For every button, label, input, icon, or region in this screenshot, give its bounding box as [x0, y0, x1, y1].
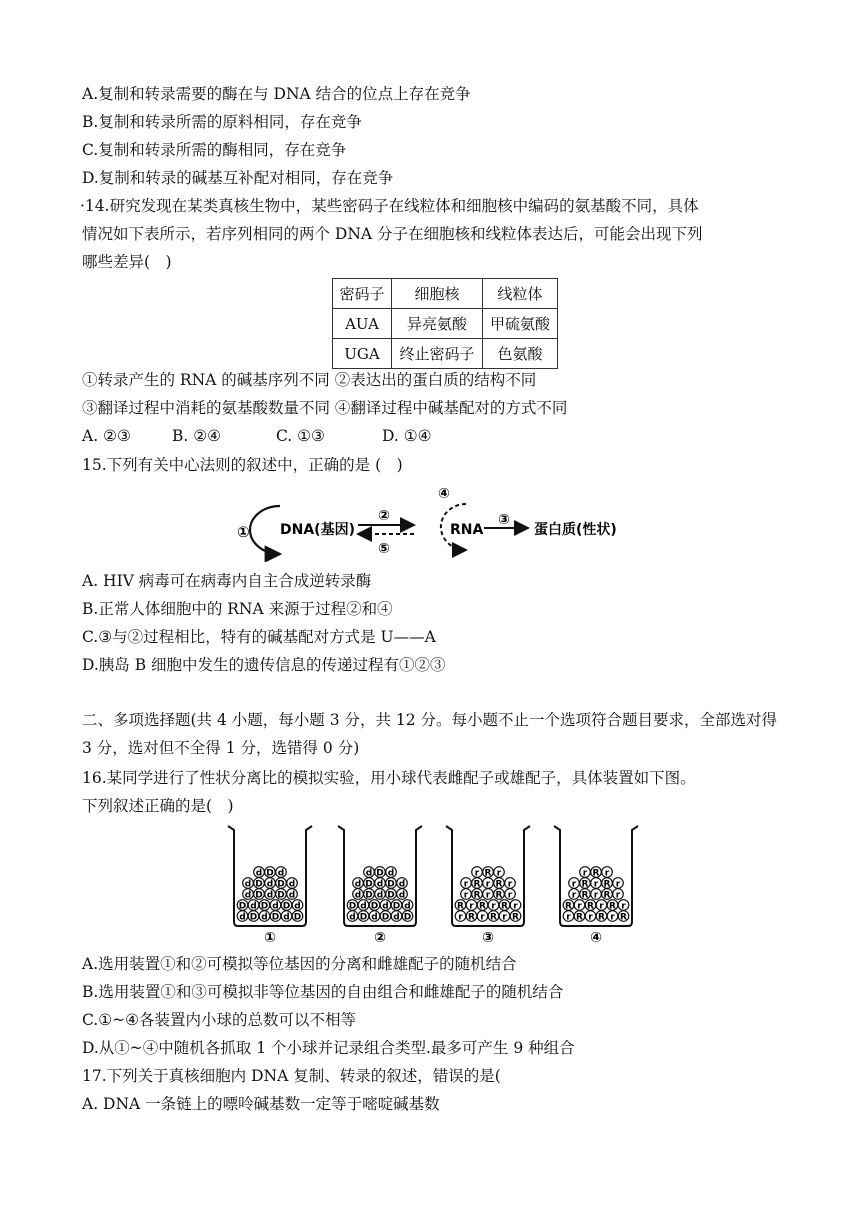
ball-letter: d — [382, 901, 389, 912]
ball-letter: D — [392, 901, 401, 912]
ball-letter: d — [354, 890, 362, 901]
ball-letter: d — [376, 890, 384, 901]
label-1: ① — [237, 523, 250, 541]
q13-option-d: D.复制和转录的碱基互补配对相同，存在竞争 — [82, 169, 394, 187]
ball-letter: D — [293, 912, 302, 923]
q14-stem-line1: ·14.研究发现在某类真核生物中，某些密码子在线粒体和细胞核中编码的氨基酸不同，具体 — [80, 197, 699, 215]
ball-letter: d — [393, 912, 400, 923]
ball-letter: r — [615, 890, 621, 901]
q14-stem-line3: 哪些差异( ) — [82, 253, 172, 271]
label-5: ⑤ — [378, 541, 390, 557]
q16-option-c: C.①~④各装置内小球的总数可以不相等 — [82, 1011, 357, 1029]
q16-option-a: A.选用装置①和②可模拟等位基因的分离和雌雄配子的随机结合 — [82, 955, 517, 973]
ball-letter: d — [266, 890, 274, 901]
ball-letter: r — [463, 890, 469, 901]
ball-letter: D — [238, 901, 247, 912]
q17-stem: 17.下列关于真核细胞内 DNA 复制、转录的叙述，错误的是( — [82, 1067, 501, 1085]
q16-option-b: B.选用装置①和③可模拟非等位基因的自由组合和雌雄配子的随机结合 — [82, 983, 564, 1001]
q13-option-c: C.复制和转录所需的酶相同，存在竞争 — [82, 141, 347, 159]
table-cell: 色氨酸 — [483, 339, 558, 369]
label-2: ② — [378, 508, 390, 524]
ball-letter: d — [371, 912, 378, 923]
ball-letter: r — [463, 879, 469, 890]
ball-letter: r — [604, 868, 610, 879]
table-row — [333, 309, 558, 339]
ball-letter: d — [404, 901, 411, 912]
label-4: ④ — [438, 486, 450, 502]
ball-letter: r — [513, 901, 518, 912]
ball-letter: d — [288, 879, 296, 890]
ball-letter: r — [491, 901, 496, 912]
ball-letter: R — [490, 912, 497, 923]
ball-letter: d — [239, 912, 246, 923]
beaker-2 — [338, 826, 422, 946]
ball-letter: R — [565, 901, 572, 912]
ball-letter: D — [381, 912, 390, 923]
q16-option-d: D.从①~④中随机各抓取 1 个小球并记录组合类型.最多可产生 9 种组合 — [82, 1039, 575, 1057]
beaker-diagram — [222, 822, 642, 946]
ball-letter: d — [294, 901, 301, 912]
ball-letter: r — [458, 912, 463, 923]
ball-letter: r — [571, 890, 577, 901]
ball-letter: R — [576, 912, 583, 923]
ball-letter: D — [260, 901, 269, 912]
ball-letter: r — [571, 879, 577, 890]
q14-stem-line2: 情况如下表所示，若序列相同的两个 DNA 分子在细胞核和线粒体表达后，可能会出现下列 — [82, 225, 703, 243]
q15-option-d: D.胰岛 B 细胞中发生的遗传信息的传递过程有①②③ — [82, 656, 446, 674]
q15-option-c: C.③与②过程相比，特有的碱基配对方式是 U——A — [82, 628, 436, 646]
ball-letter: d — [354, 879, 362, 890]
ball-letter: D — [255, 890, 263, 901]
ball-letter: D — [387, 890, 395, 901]
ball-letter: d — [288, 890, 296, 901]
ball-letter: r — [593, 890, 599, 901]
q17-option-a: A. DNA 一条链上的嘌呤碱基数一定等于嘧啶碱基数 — [82, 1095, 440, 1113]
table-header-cell: 细胞核 — [392, 279, 483, 309]
ball-letter: r — [566, 912, 571, 923]
ball-letter: R — [501, 901, 508, 912]
table-cell: 终止密码子 — [392, 339, 483, 369]
dna-label: DNA(基因) — [280, 522, 355, 538]
q14-choice-d: D. ①④ — [382, 427, 432, 445]
ball-letter: D — [348, 901, 357, 912]
q15-option-a: A. HIV 病毒可在病毒内自主合成逆转录酶 — [82, 572, 372, 590]
table-cell: 异亮氨酸 — [392, 309, 483, 339]
ball-letter: r — [588, 912, 593, 923]
q16-stem-line1: 16.某同学进行了性状分离比的模拟实验，用小球代表雌配子或雄配子，具体装置如下图。 — [82, 769, 696, 787]
ball-letter: d — [349, 912, 356, 923]
ball-letter: r — [582, 868, 588, 879]
replication-arrow — [250, 506, 280, 554]
ball-letter: d — [261, 912, 268, 923]
ball-letter: d — [398, 890, 406, 901]
ball-letter: D — [271, 912, 280, 923]
rna-label: RNA — [450, 522, 484, 538]
ball-letter: R — [468, 912, 475, 923]
ball-letter: d — [365, 868, 373, 879]
ball-letter: R — [457, 901, 464, 912]
ball-letter: r — [507, 890, 513, 901]
ball-letter: r — [469, 901, 474, 912]
ball-letter: D — [370, 901, 379, 912]
ball-letter: d — [277, 868, 285, 879]
ball-letter: d — [398, 879, 406, 890]
ball-letter: R — [495, 890, 503, 901]
table-row — [333, 339, 558, 369]
table-header-cell: 密码子 — [333, 279, 392, 309]
ball-letter: d — [250, 901, 257, 912]
ball-letter: R — [484, 868, 492, 879]
ball-letter: r — [496, 868, 502, 879]
q13-option-a: A.复制和转录需要的酶在与 DNA 结合的位点上存在竞争 — [82, 85, 471, 103]
ball-letter: r — [610, 912, 615, 923]
ball-letter: R — [609, 901, 616, 912]
ball-letter: d — [387, 868, 395, 879]
ball-letter: R — [603, 879, 611, 890]
beaker-3 — [446, 826, 530, 946]
table-header-cell: 线粒体 — [483, 279, 558, 309]
ball-letter: r — [502, 912, 507, 923]
ball-letter: D — [365, 890, 373, 901]
ball-letter: d — [244, 879, 252, 890]
ball-letter: d — [255, 868, 263, 879]
ball-letter: R — [587, 901, 594, 912]
ball-letter: r — [615, 879, 621, 890]
beaker-label: ④ — [590, 930, 602, 946]
ball-letter: R — [512, 912, 519, 923]
q14-choice-a: A. ②③ — [82, 427, 131, 445]
label-3: ③ — [498, 512, 510, 528]
q16-stem-line2: 下列叙述正确的是( ) — [82, 797, 234, 815]
ball-letter: d — [272, 901, 279, 912]
protein-label: 蛋白质(性状) — [534, 522, 617, 538]
ball-letter: D — [365, 879, 373, 890]
ball-letter: D — [249, 912, 258, 923]
q13-option-b: B.复制和转录所需的原料相同，存在竞争 — [82, 113, 362, 131]
ball-letter: d — [266, 879, 274, 890]
ball-letter: R — [592, 868, 600, 879]
ball-letter: R — [598, 912, 605, 923]
ball-letter: d — [283, 912, 290, 923]
section2-title: 二、多项选择题(共 4 小题，每小题 3 分，共 12 分。每小题不止一个选项符合题目要求，全部选对得 3 分，选对但不全得 1 分，选错得 0 分) — [82, 711, 778, 757]
table-cell: 甲硫氨酸 — [483, 309, 558, 339]
ball-letter: r — [577, 901, 582, 912]
ball-letter: r — [485, 890, 491, 901]
q14-choice-c: C. ①③ — [276, 427, 325, 445]
ball-letter: R — [620, 912, 627, 923]
table-cell: AUA — [333, 309, 392, 339]
ball-letter: R — [473, 890, 481, 901]
table-header-row — [333, 279, 558, 309]
ball-letter: d — [376, 879, 384, 890]
ball-letter: r — [621, 901, 626, 912]
beaker-label: ② — [374, 930, 386, 946]
ball-letter: R — [479, 901, 486, 912]
ball-letter: r — [485, 879, 491, 890]
ball-letter: r — [480, 912, 485, 923]
beaker-1 — [228, 826, 312, 946]
q14-statements-1-2: ①转录产生的 RNA 的碱基序列不同 ②表达出的蛋白质的结构不同 — [82, 371, 537, 389]
table-cell: UGA — [333, 339, 392, 369]
ball-letter: R — [603, 890, 611, 901]
ball-letter: D — [376, 868, 384, 879]
ball-letter: D — [277, 890, 285, 901]
ball-letter: D — [359, 912, 368, 923]
codon-table — [332, 278, 558, 369]
central-dogma-diagram — [228, 482, 638, 562]
ball-letter: d — [244, 890, 252, 901]
beaker-label: ① — [264, 930, 276, 946]
ball-letter: R — [581, 890, 589, 901]
q14-statements-3-4: ③翻译过程中消耗的氨基酸数量不同 ④翻译过程中碱基配对的方式不同 — [82, 399, 568, 417]
ball-letter: R — [581, 879, 589, 890]
ball-letter: D — [266, 868, 274, 879]
ball-letter: D — [282, 901, 291, 912]
ball-letter: d — [360, 901, 367, 912]
ball-letter: D — [277, 879, 285, 890]
beaker-4 — [554, 826, 638, 946]
ball-letter: r — [599, 901, 604, 912]
ball-letter: r — [593, 879, 599, 890]
ball-letter: r — [507, 879, 513, 890]
ball-letter: D — [255, 879, 263, 890]
ball-letter: R — [473, 879, 481, 890]
q15-option-b: B.正常人体细胞中的 RNA 来源于过程②和④ — [82, 600, 393, 618]
ball-letter: R — [495, 879, 503, 890]
ball-letter: r — [474, 868, 480, 879]
q15-stem: 15.下列有关中心法则的叙述中，正确的是 ( ) — [82, 456, 403, 474]
q14-choice-b: B. ②④ — [172, 427, 222, 445]
ball-letter: D — [387, 879, 395, 890]
ball-letter: D — [403, 912, 412, 923]
beaker-label: ③ — [482, 930, 494, 946]
